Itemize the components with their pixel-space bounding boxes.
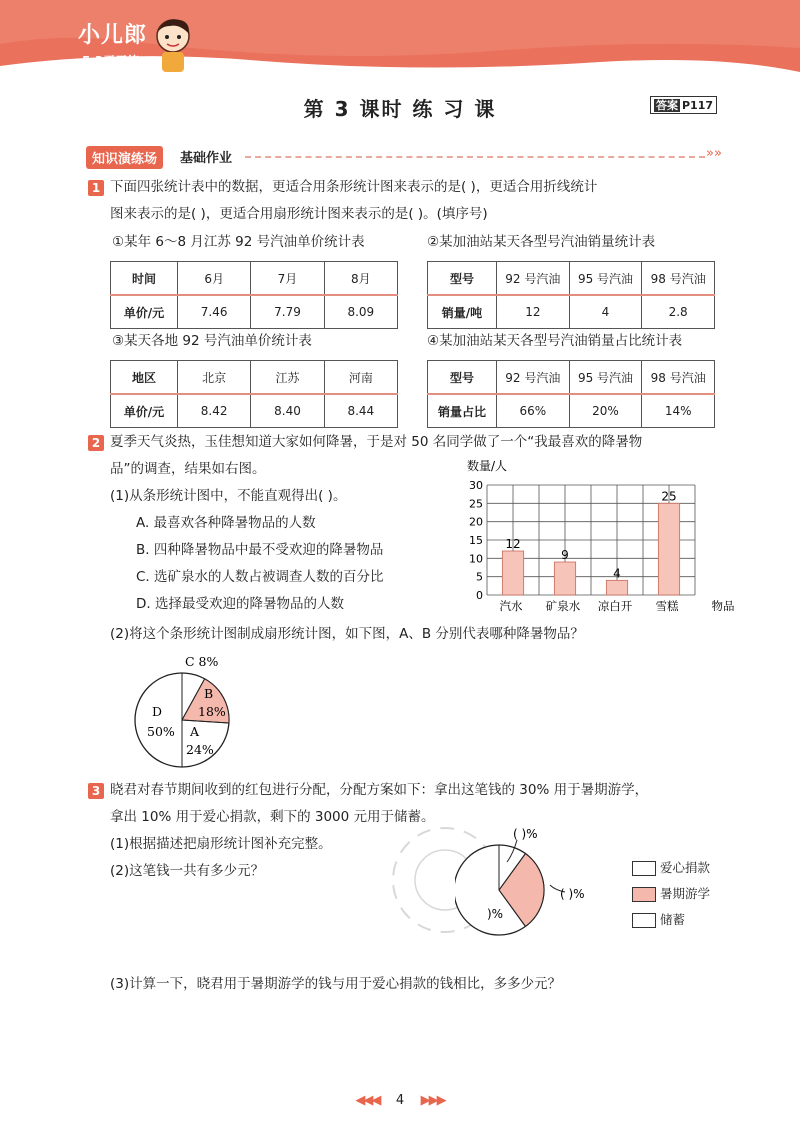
table-cell: 销量/吨: [428, 295, 497, 329]
pie-chart-q2: [130, 650, 245, 770]
answer-reference[interactable]: [650, 96, 717, 114]
bar-chart: [455, 455, 740, 615]
legend-label: 储蓄: [660, 912, 686, 927]
q3-text-line1: 晓君对春节期间收到的红包进行分配，分配方案如下：拿出这笔钱的 30% 用于暑期游学，: [110, 782, 649, 798]
legend-swatch: [632, 913, 656, 928]
table2: [427, 261, 715, 329]
q2-text-line2: 品”的调查，结果如右图。: [110, 461, 266, 477]
table-cell: 单价/元: [111, 394, 178, 428]
data-label: 9: [561, 548, 569, 562]
q3-sub1: (1)根据描述把扇形统计图补充完整。: [110, 836, 332, 852]
q2-sub1: (1)从条形统计图中，不能直观得出( )。: [110, 488, 347, 504]
data-label: 25: [661, 489, 677, 504]
table-cell: 6月: [178, 262, 251, 296]
blank-label: ( )%: [560, 887, 585, 901]
legend-item: [632, 884, 710, 904]
slice-value-a: 24%: [186, 742, 214, 757]
table-cell: 92 号汽油: [497, 361, 570, 395]
y-tick-label: 0: [476, 589, 483, 602]
table-cell: 20%: [569, 394, 642, 428]
table-cell: 型号: [428, 361, 497, 395]
table-cell: 95 号汽油: [569, 262, 642, 296]
data-label: 12: [505, 537, 521, 551]
y-tick-label: 15: [469, 534, 483, 547]
q2-option-c[interactable]: C. 选矿泉水的人数占被调查人数的百分比: [136, 569, 384, 585]
q2-option-d[interactable]: D. 选择最受欢迎的降暑物品的人数: [136, 596, 344, 612]
bar: [554, 562, 575, 595]
legend-swatch: [632, 861, 656, 876]
table-cell: 98 号汽油: [642, 262, 715, 296]
table-cell: 8月: [324, 262, 397, 296]
y-tick-label: 5: [476, 570, 483, 584]
slice-value-b: 18%: [198, 704, 226, 719]
question-number: 1: [88, 180, 104, 196]
table-cell: 7.79: [251, 295, 324, 329]
table-cell: 地区: [111, 361, 178, 395]
q1-text-line1: 下面四张统计表中的数据，更适合用条形统计图来表示的是( )，更适合用折线统计: [110, 179, 598, 195]
q2-option-b[interactable]: B. 四种降暑物品中最不受欢迎的降暑物品: [136, 542, 384, 558]
table3-caption: ③某天各地 92 号汽油单价统计表: [112, 333, 312, 349]
chevron-right-icon: »»: [706, 146, 722, 161]
q3-sub2: (2)这笔钱一共有多少元？: [110, 863, 265, 879]
table-cell: 2.8: [642, 295, 715, 329]
next-page-icon[interactable]: ▶▶▶: [420, 1093, 445, 1108]
q3-sub3: (3)计算一下，晓君用于暑期游学的钱与用于爱心捐款的钱相比，多多少元？: [110, 976, 562, 992]
slice-value-d: 50%: [147, 724, 175, 739]
question-number: 2: [88, 435, 104, 451]
y-tick-label: 30: [469, 479, 483, 492]
y-tick-label: 10: [469, 552, 483, 566]
prev-page-icon[interactable]: ◀◀◀: [355, 1093, 380, 1108]
x-tick-label: 矿泉水: [545, 599, 581, 613]
bar: [606, 580, 627, 595]
q2-option-a[interactable]: A. 最喜欢各种降暑物品的人数: [136, 515, 316, 531]
slice-label-c: C 8%: [185, 654, 219, 669]
section-divider: [245, 156, 705, 158]
blank-label: ( )%: [513, 827, 538, 841]
legend-item: [632, 910, 710, 930]
brand-logo: 小儿郎: [78, 23, 148, 48]
legend-label: 暑期游学: [660, 886, 711, 901]
page-number: 4: [395, 1093, 405, 1108]
table-cell: 8.40: [251, 394, 324, 428]
answer-page: P117: [682, 99, 714, 112]
table-cell: 14%: [642, 394, 715, 428]
table-cell: 销量占比: [428, 394, 497, 428]
x-tick-label: 雪糕: [655, 599, 679, 613]
table2-caption: ②某加油站某天各型号汽油销量统计表: [427, 234, 656, 250]
answer-label: 答案: [656, 99, 678, 112]
q2-text-line1: 夏季天气炎热，玉佳想知道大家如何降暑，于是对 50 名同学做了一个“我最喜欢的降暑物: [110, 434, 643, 450]
pie-legend: [632, 858, 710, 930]
section-title: 基础作业: [180, 151, 233, 166]
table4: [427, 360, 715, 428]
mascot-icon: [150, 14, 196, 80]
table4-caption: ④某加油站某天各型号汽油销量占比统计表: [427, 333, 683, 349]
table-cell: 8.42: [178, 394, 251, 428]
table-cell: 河南: [324, 361, 397, 395]
q3-text-line2: 拿出 10% 用于爱心捐款，剩下的 3000 元用于储蓄。: [110, 809, 435, 825]
brand-subtitle: 5·3天天练: [82, 54, 140, 68]
y-tick-label: 20: [469, 515, 483, 529]
table3: [110, 360, 398, 428]
x-tick-label: 汽水: [499, 599, 523, 613]
legend-item: [632, 858, 710, 878]
table-cell: 型号: [428, 262, 497, 296]
y-tick-label: 25: [469, 497, 483, 511]
table-cell: 98 号汽油: [642, 361, 715, 395]
table-cell: 8.09: [324, 295, 397, 329]
table-cell: 8.44: [324, 394, 397, 428]
table1-caption: ①某年 6～8 月江苏 92 号汽油单价统计表: [112, 234, 365, 250]
bar: [658, 503, 679, 595]
table-cell: 7.46: [178, 295, 251, 329]
bar: [502, 551, 523, 595]
table-cell: 江苏: [251, 361, 324, 395]
legend-swatch: [632, 887, 656, 902]
table-cell: 95 号汽油: [569, 361, 642, 395]
blank-label: )%: [487, 907, 504, 921]
q1-text-line2: 图来表示的是( )，更适合用扇形统计图来表示的是( )。(填序号): [110, 206, 488, 222]
data-label: 4: [613, 566, 621, 581]
x-tick-label: 凉白开: [597, 599, 633, 613]
slice-label-a: A: [190, 724, 200, 739]
table-cell: 12: [497, 295, 570, 329]
table-cell: 92 号汽油: [497, 262, 570, 296]
table-cell: 7月: [251, 262, 324, 296]
slice-label-d: D: [152, 704, 163, 719]
pie-chart-q3: [455, 820, 635, 950]
table-cell: 时间: [111, 262, 178, 296]
table-cell: 4: [569, 295, 642, 329]
section-badge: 知识演练场: [86, 146, 163, 169]
page-title: 第 3 课时 练 习 课: [303, 97, 497, 121]
page-footer: [0, 1093, 800, 1108]
y-axis-label: 数量/人: [467, 459, 508, 473]
table-cell: 北京: [178, 361, 251, 395]
table1: [110, 261, 398, 329]
question-number: 3: [88, 783, 104, 799]
q2-sub2: (2)将这个条形统计图制成扇形统计图，如下图，A、B 分别代表哪种降暑物品？: [110, 626, 584, 642]
table-cell: 66%: [497, 394, 570, 428]
legend-label: 爱心捐款: [660, 860, 711, 875]
slice-label-b: B: [204, 686, 214, 701]
x-axis-label: 物品: [711, 599, 735, 613]
table-cell: 单价/元: [111, 295, 178, 329]
